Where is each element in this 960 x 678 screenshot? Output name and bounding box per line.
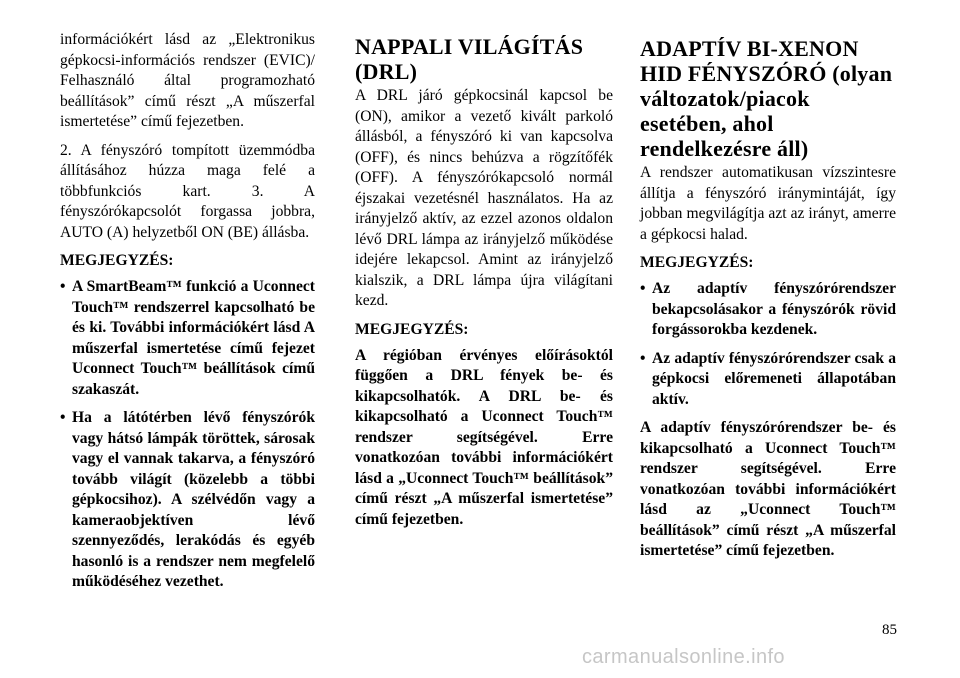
column-left [60,30,315,601]
bullet-icon: • [640,349,646,367]
note-item [60,277,315,400]
note-text: Az adaptív fényszórórendszer bekapcsolásakor a fényszórók rövid forgássorokba kezdenek. [652,280,896,338]
paragraph: A DRL járó gépkocsinál kapcsol be (ON), amikor a vezető kivált parkoló állásból, a fényszóró ki van kapcsolva (OFF), és nincs behúzva a rögzítőfék (OFF). A fényszórókapcsoló normál éjszakai vezetésnél használatos. Ha az irányjelző aktív, az ezzel azonos oldalon lévő DRL lámpa az irányjelző működése idejére lekapcsol. Amint az irányjelző kialszik, a DRL lámpa újra világítani kezd. [355,87,613,309]
paragraph: A adaptív fényszórórendszer be- és kikapcsolható a Uconnect Touch™ rendszer segítségével. Erre vonatkozóan további információkért lásd az „Uconnect Touch™ beállítások” című részt „A műszerfal ismertetése” című fejezetben. [640,419,896,559]
paragraph: 2. A fényszóró tompított üzemmódba állításához húzza maga felé a többfunkciós kart. 3. A fényszórókapcsolót forgassa jobbra, AUTO (A) helyzetből ON (BE) állásba. [60,141,315,241]
column-right [640,36,896,570]
note-item [60,408,315,593]
note-list [640,279,896,410]
note-heading: MEGJEGYZÉS: [60,252,174,269]
note-text: A SmartBeam™ funkció a Uconnect Touch™ rendszerrel kapcsolható be és ki. További információkért lásd A műszerfal ismertetése című fejezet Uconnect Touch™ beállítások című szakaszát. [72,278,315,398]
column-middle [355,34,613,538]
paragraph: információkért lásd az „Elektronikus gépkocsi-információs rendszer (EVIC)/ Felhasználó által programozható beállítások” című részt „A műszerfal ismertetése” című fejezetben. [60,31,315,130]
note-heading: MEGJEGYZÉS: [355,320,469,338]
section-heading: NAPPALI VILÁGÍTÁS (DRL) [355,34,584,84]
note-item [640,349,896,411]
note-text: Az adaptív fényszórórendszer csak a gépkocsi előremeneti állapotában aktív. [652,349,896,408]
note-heading: MEGJEGYZÉS: [640,254,754,271]
note-text: A régióban érvényes előírásoktól függően a DRL fények be- és kikapcsolhatók. A DRL be- és kikapcsolható a Uconnect Touch™ rendszer segítségével. Erre vonatkozóan további információkért lásd a „Uconnect Touch™ beállítások” című részt „A műszerfal ismertetése” című fejezetben. [355,346,613,528]
paragraph: A rendszer automatikusan vízszintesre állítja a fényszóró iránymintáját, így jobban megvilágítja azt az irányt, amerre a gépkocsi halad. [640,164,896,243]
note-item [640,279,896,341]
note-list [60,277,315,593]
bullet-icon: • [60,278,66,295]
bullet-icon: • [640,280,646,297]
note-text: Ha a látótérben lévő fényszórók vagy hátsó lámpák töröttek, sárosak vagy el vannak takarva, a fényszóró tovább világít (közelebb a többi gépkocsihoz). A szélvédőn vagy a kameraobjektíven lévő szennyeződés, lerakódás és egyéb hasonló is a rendszer nem megfelelő működéséhez vezethet. [72,409,315,590]
watermark-text: carmanualsonline.info [582,646,785,668]
bullet-icon: • [60,409,66,426]
page-number: 85 [882,622,897,638]
section-heading: ADAPTÍV BI-XENON HID FÉNYSZÓRÓ (olyan változatok/piacok esetében, ahol rendelkezésre áll) [640,36,893,161]
